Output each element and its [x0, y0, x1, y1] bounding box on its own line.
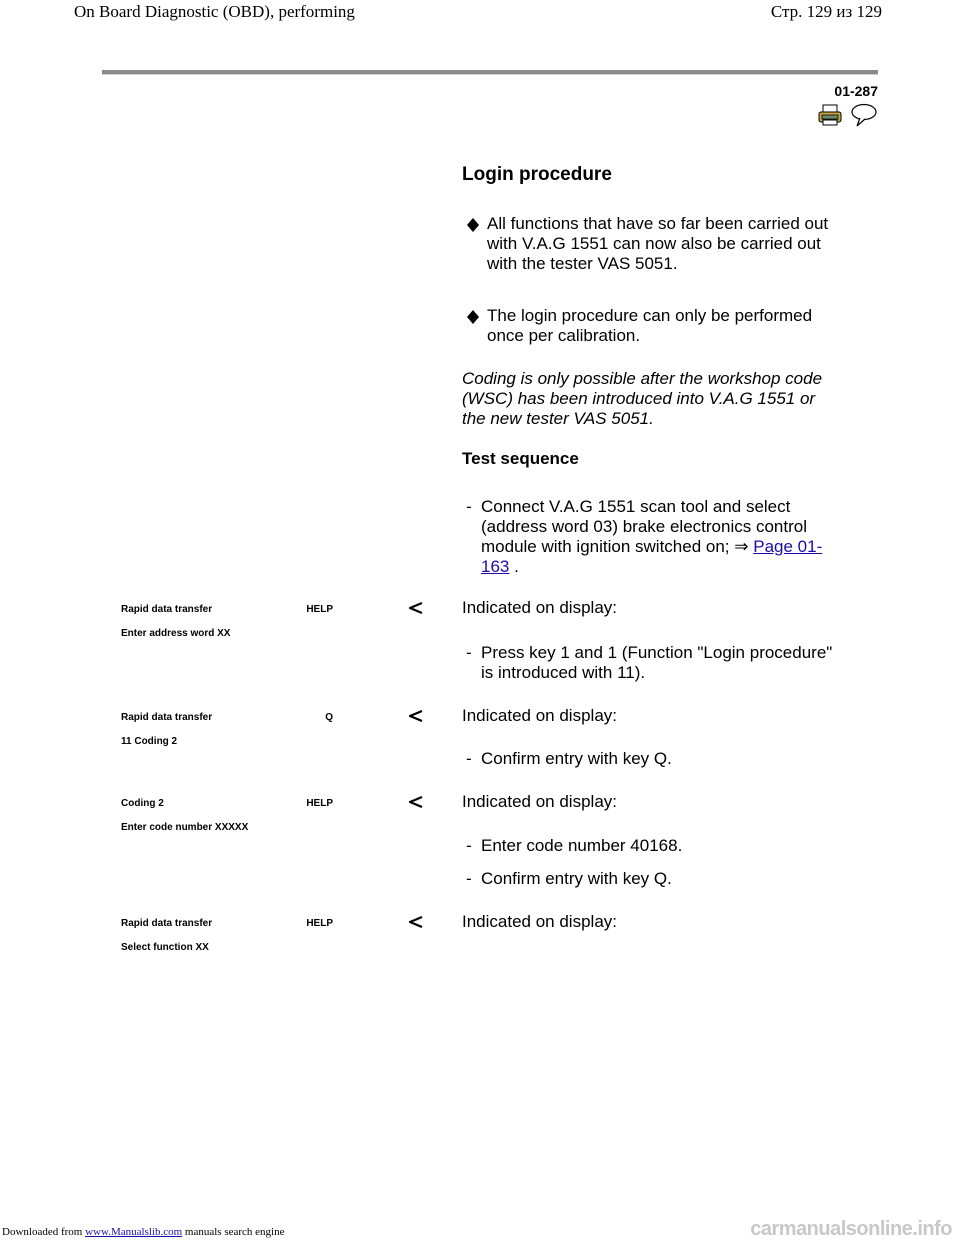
step-item: - Confirm entry with key Q.	[466, 749, 672, 768]
toolbar-icons	[818, 103, 878, 132]
download-footer: Downloaded from www.Manualslib.com manuals search engine	[2, 1226, 285, 1238]
coding-note: Coding is only possible after the workshop code (WSC) has been introduced into V.A.G 1551 or the new tester VAS 5051.	[462, 369, 823, 428]
page-link-continuation[interactable]: 163	[481, 557, 510, 576]
display-readout: Rapid data transfer HELP Enter address word XX	[121, 604, 333, 639]
manualslib-link[interactable]: www.Manualslib.com	[85, 1226, 183, 1238]
indicated-label: Indicated on display:	[462, 598, 617, 617]
header-rule	[102, 70, 878, 75]
bullet-item	[466, 214, 866, 274]
indicated-label: Indicated on display:	[462, 792, 617, 811]
section-title: Login procedure	[462, 164, 612, 185]
diamond-bullet-icon	[466, 217, 480, 237]
page-indicator: Стр. 129 из 129	[770, 2, 882, 21]
step-item: - Enter code number 40168.	[466, 836, 683, 855]
step-item: - Press key 1 and 1 (Function "Login procedure" is introduced with 11).	[466, 643, 833, 682]
step-connect: - Connect V.A.G 1551 scan tool and select (address word 03) brake electronics control module with ignition switched on; ⇒ Page 01- 163 .	[466, 497, 823, 576]
indicated-label: Indicated on display:	[462, 706, 617, 725]
display-readout: Coding 2 HELP Enter code number XXXXX	[121, 798, 333, 833]
printer-icon[interactable]	[818, 104, 842, 131]
test-sequence-heading: Test sequence	[462, 449, 579, 468]
speech-bubble-icon[interactable]	[850, 103, 878, 132]
arrow-left-icon	[409, 601, 423, 613]
arrow-left-icon	[409, 915, 423, 927]
bullet-text: The login procedure can only be performed once per calibration.	[487, 306, 813, 345]
step-item: - Confirm entry with key Q.	[466, 869, 672, 888]
document-title: On Board Diagnostic (OBD), performing	[74, 2, 355, 21]
display-readout: Rapid data transfer Q 11 Coding 2	[121, 712, 333, 747]
arrow-left-icon	[409, 795, 423, 807]
diamond-bullet-icon	[466, 309, 480, 329]
page-link[interactable]: Page 01-	[753, 537, 823, 556]
bullet-text: All functions that have so far been carried out with V.A.G 1551 can now also be carried out with the tester VAS 5051.	[487, 214, 829, 273]
indicated-label: Indicated on display:	[462, 912, 617, 931]
display-readout: Rapid data transfer HELP Select function XX	[121, 918, 333, 953]
watermark: carmanualsonline.info	[750, 1218, 952, 1240]
page-number: 01-287	[834, 83, 878, 99]
arrow-left-icon	[409, 709, 423, 721]
bullet-item	[466, 306, 866, 346]
